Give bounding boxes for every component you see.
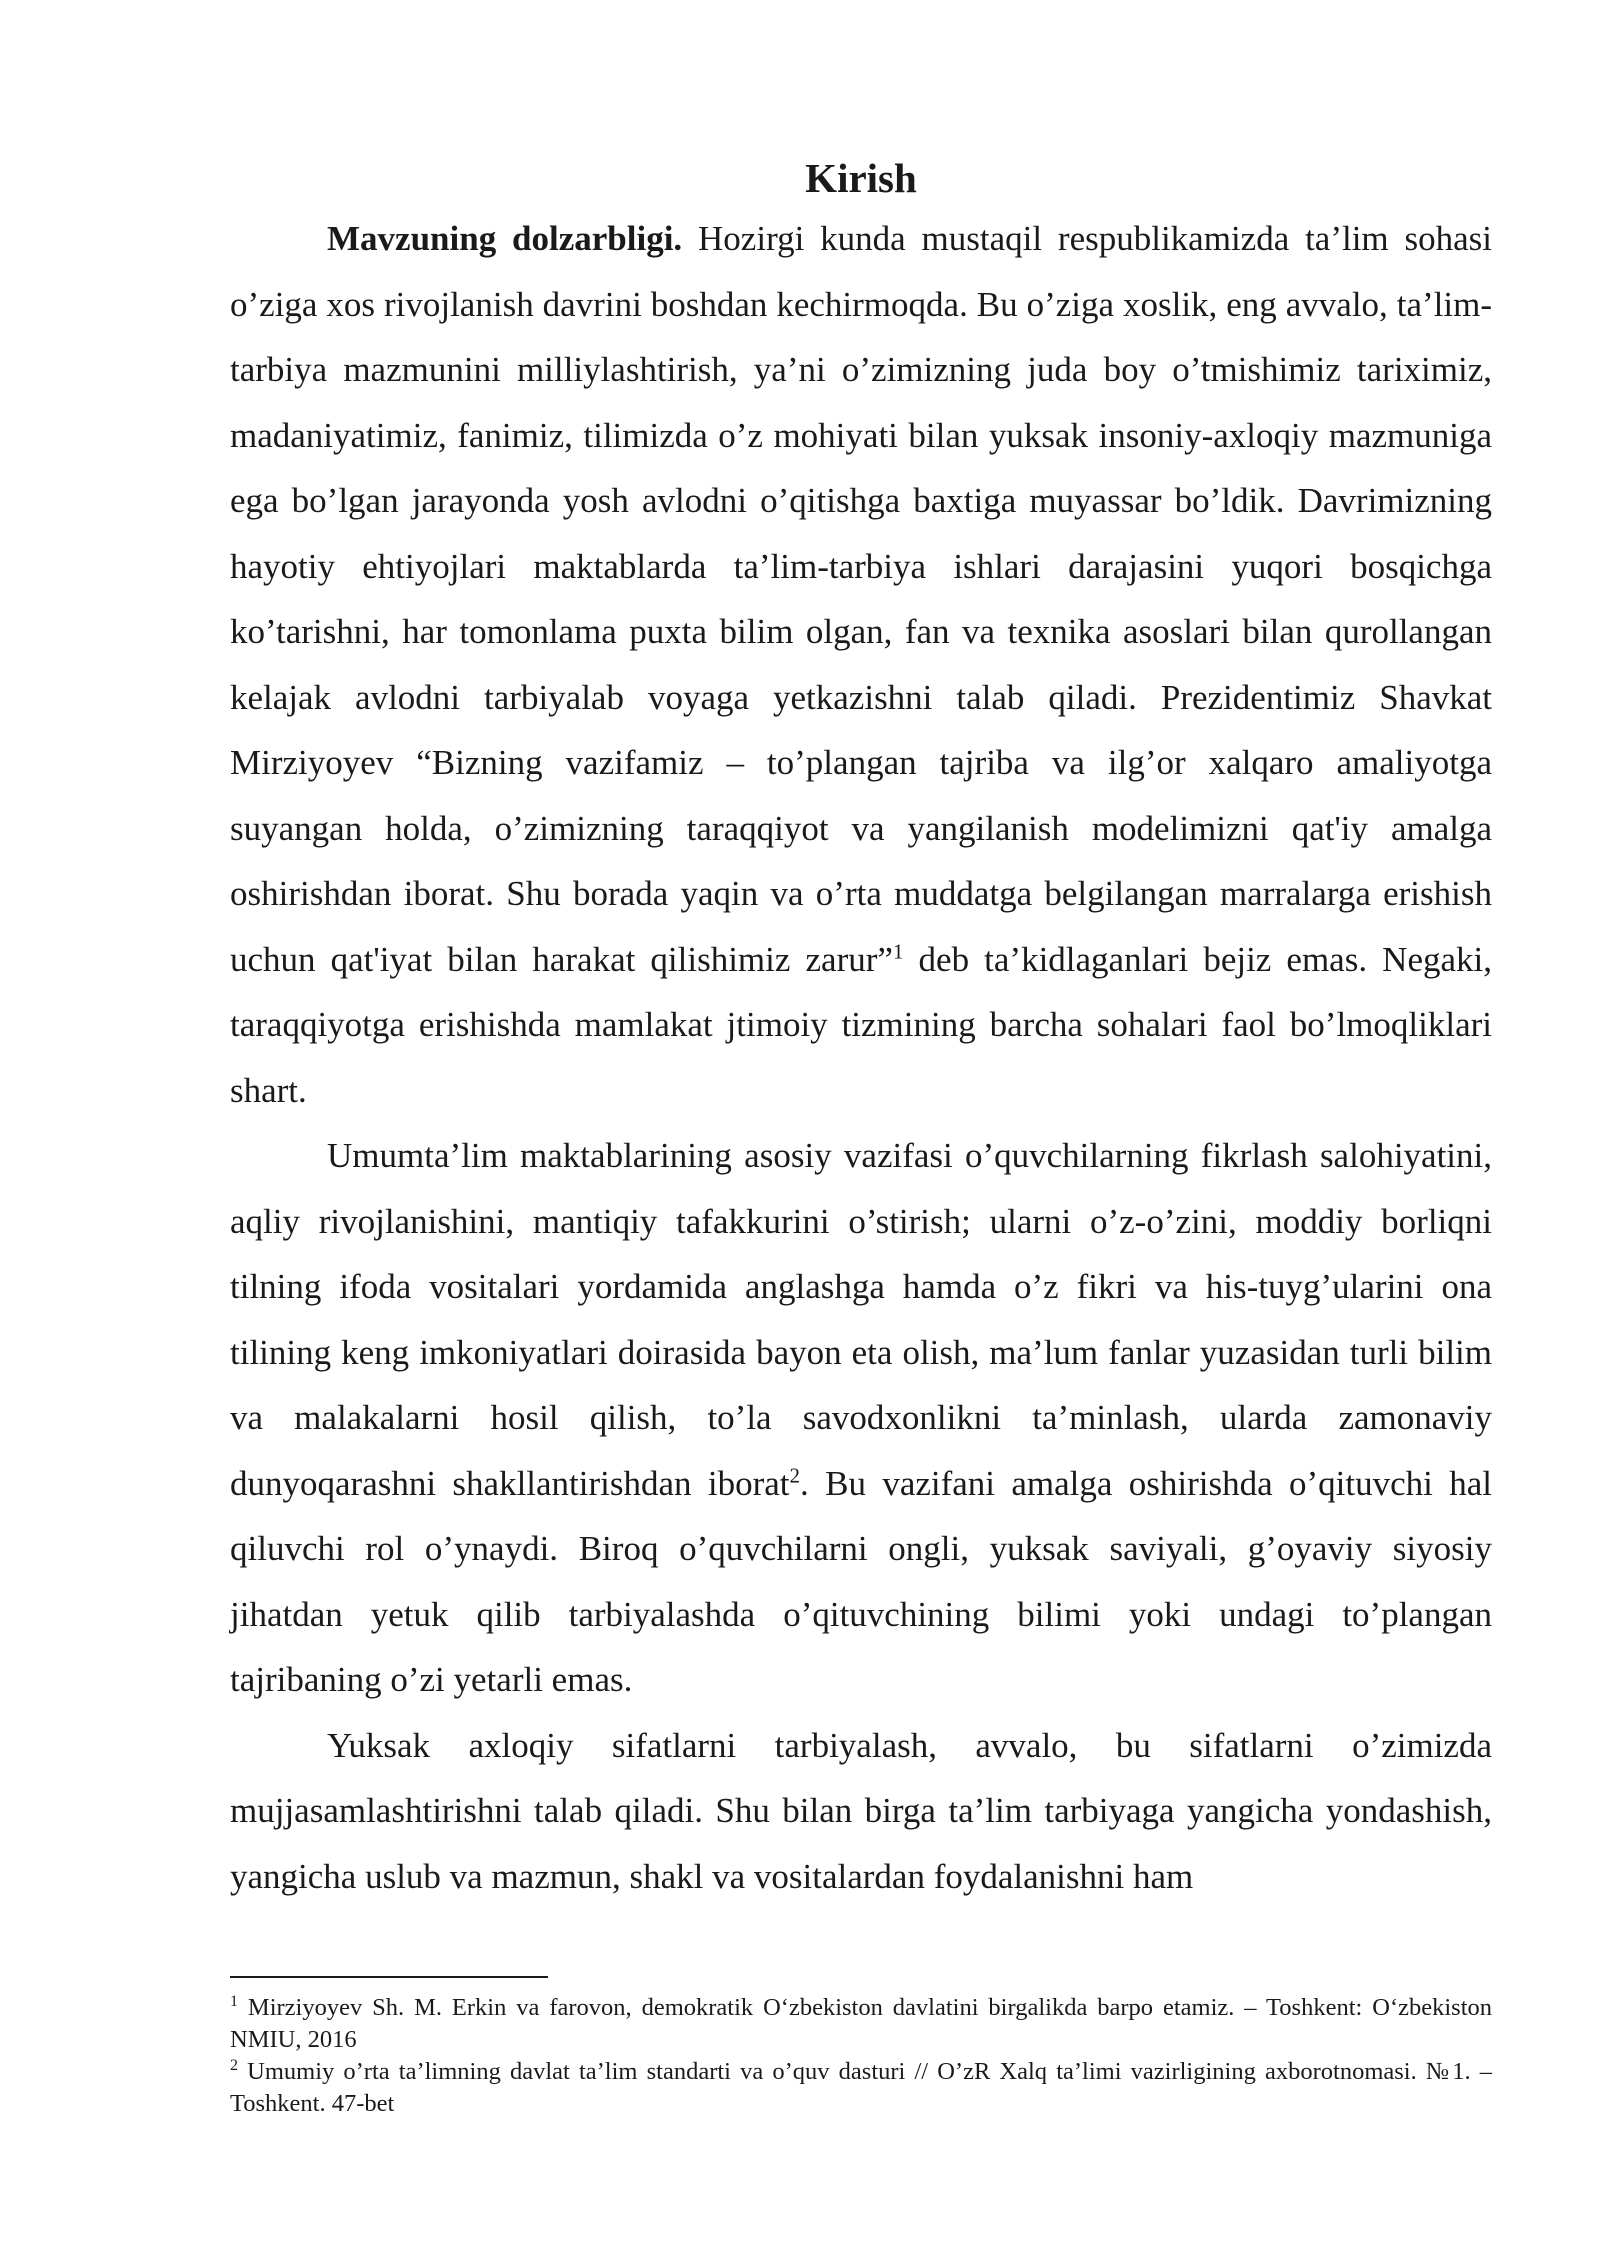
footnote-number: 2	[230, 2056, 238, 2074]
footnote-number: 1	[230, 1992, 238, 2010]
paragraph-relevance	[230, 206, 1492, 1123]
paragraph-text-continued: . Bu vazifani amalga oshirishda o’qituvchi hal qiluvchi rol o’ynaydi. Biroq o’quvchilarni ongli, yuksak saviyali, g’oyaviy siyosiy jihatdan yetuk qilib tarbiyalashda o’qituvchining bilimi yoki undagi to’plangan tajribaning o’zi yetarli emas.	[230, 1463, 1492, 1699]
footnote-1	[230, 1992, 1492, 2056]
paragraph-text: Umumta’lim maktablarining asosiy vazifasi o’quvchilarning fikrlash salohiyatini, aqliy rivojlanishini, mantiqiy tafakkurini o’stirish; ularni o’z-o’zini, moddiy borliqni tilning ifoda vositalari yordamida anglashga hamda o’z fikri va his-tuyg’ularini ona tilining keng imkoniyatlari doirasida bayon eta olish, ma’lum fanlar yuzasidan turli bilim va malakalarni hosil qilish, to’la savodxonlikni ta’minlash, ularda zamonaviy dunyoqarashni shakllantirishdan iborat	[230, 1136, 1492, 1503]
paragraph-text: Yuksak axloqiy sifatlarni tarbiyalash, avvalo, bu sifatlarni o’zimizda mujjasamlashtirishni talab qiladi. Shu bilan birga ta’lim tarbiyaga yangicha yondashish, yangicha uslub va mazmun, shakl va vositalardan foydalanishni ham	[230, 1725, 1492, 1896]
paragraph-text: Hozirgi kunda mustaqil respublikamizda ta’lim sohasi o’ziga xos rivojlanish davrini boshdan kechirmoqda. Bu o’ziga xoslik, eng avvalo, ta’lim-tarbiya mazmunini milliylashtirish, ya’ni o’zimizning juda boy o’tmishimiz tariximiz, madaniyatimiz, fanimiz, tilimizda o’z mohiyati bilan yuksak insoniy-axloqiy mazmuniga ega bo’lgan jarayonda yosh avlodni o’qitishga baxtiga muyassar bo’ldik. Davrimizning hayotiy ehtiyojlari maktablarda ta’lim-tarbiya ishlari darajasini yuqori bosqichga ko’tarishni, har tomonlama puxta bilim olgan, fan va texnika asoslari bilan qurollangan kelajak avlodni tarbiyalab voyaga yetkazishni talab qiladi. Prezidentimiz Shavkat Mirziyoyev “Bizning vazifamiz – to’plangan tajriba va ilg’or xalqaro amaliyotga suyangan holda, o’zimizning taraqqiyot va yangilanish modelimizni qat'iy amalga oshirishdan iborat. Shu borada yaqin va o’rta muddatga belgilangan marralarga erishish uchun qat'iyat bilan harakat qilishimiz zarur”	[230, 219, 1493, 979]
footnote-ref-1[interactable]: 1	[892, 938, 904, 963]
footnote-2	[230, 2056, 1492, 2120]
footnote-ref-2[interactable]: 2	[789, 1462, 801, 1487]
footnote-separator	[230, 1976, 548, 1978]
paragraph-moral-education	[230, 1713, 1492, 1910]
paragraph-text-continued: deb ta’kidlaganlari bejiz emas. Negaki, taraqqiyotga erishishda mamlakat jtimoiy tizmining barcha sohalari faol bo’lmoqliklari shart.	[230, 939, 1493, 1110]
paragraph-school-tasks	[230, 1123, 1492, 1713]
document-body	[230, 150, 1492, 1909]
footnote-text: Umumiy o’rta ta’limning davlat ta’lim standarti va o’quv dasturi // O’zR Xalq ta’limi vazirligining axborotnomasi. №1. – Toshkent. 47-bet	[230, 2058, 1492, 2117]
page-title: Kirish	[805, 155, 917, 201]
footnote-text: Mirziyoyev Sh. M. Erkin va farovon, demokratik O‘zbekiston davlatini birgalikda barpo etamiz. – Toshkent: O‘zbekiston NMIU, 2016	[230, 1994, 1492, 2053]
paragraph-lead: Mavzuning dolzarbligi.	[327, 219, 683, 258]
footnotes-section	[230, 1976, 1492, 2120]
